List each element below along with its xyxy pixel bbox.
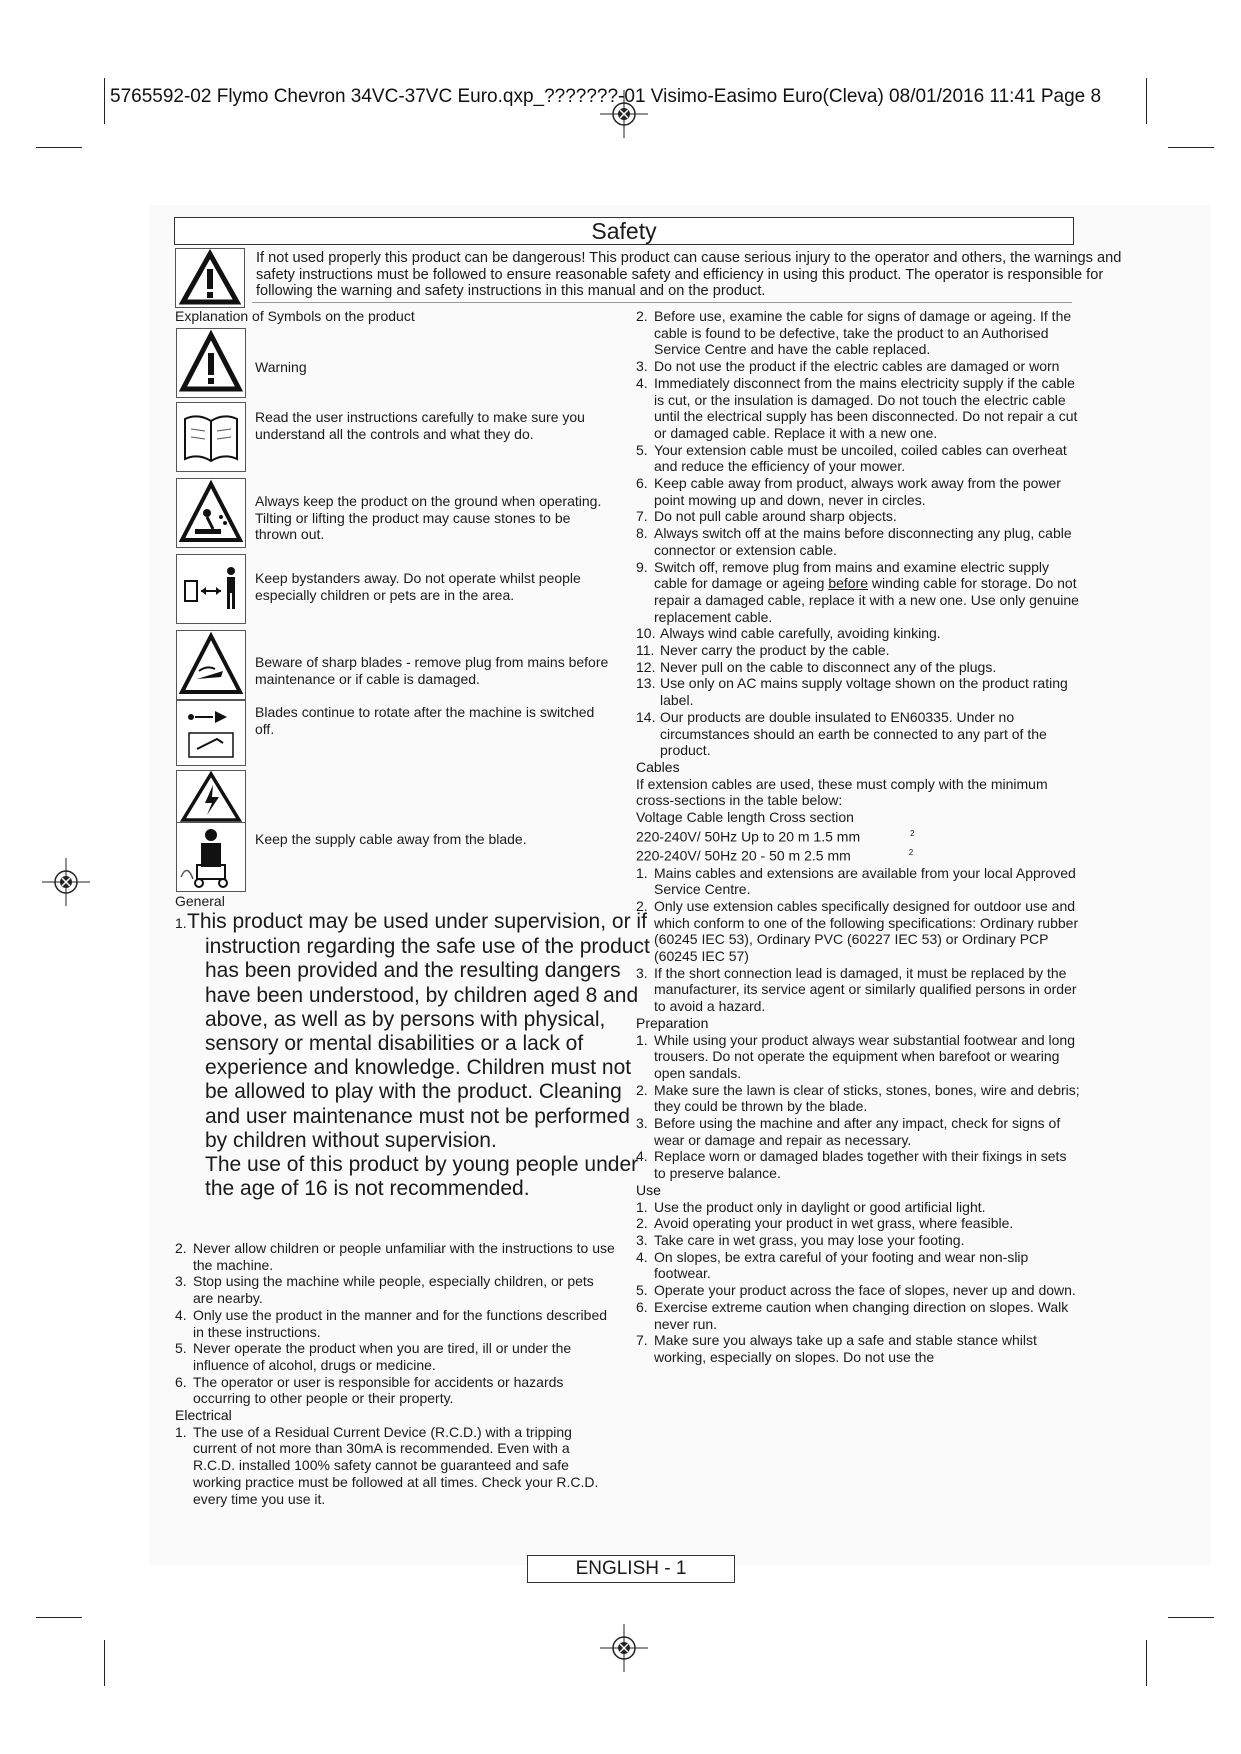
preparation-item-4: 4. Replace worn or damaged blades together with their fixings in sets to preserve balance. xyxy=(636,1148,1067,1182)
bystanders-text: Keep bystanders away. Do not operate whilst people especially children or pets are in the area. xyxy=(255,570,581,603)
use-heading: Use xyxy=(636,1181,661,1198)
electrical-item-14: 14. Our products are double insulated to EN60335. Under no circumstances should an earth be connected to any part of the product. xyxy=(636,708,1047,759)
general-item-4: 4. Only use the product in the manner and for the functions described in these instructions. xyxy=(175,1306,608,1340)
read-instructions-text: Read the user instructions carefully to make sure you understand all the controls and what they do. xyxy=(255,409,585,442)
crop-mark-bottom-left-v xyxy=(104,1640,105,1686)
preparation-item-1: 1. While using your product always wear substantial footwear and long trousers. Do not operate the equipment when barefoot or wearing open sandals. xyxy=(636,1031,1076,1081)
intro-warning-text: If not used properly this product can be dangerous! This product can cause serious injury to the operator and others, the warnings and safety instructions must be followed to ensure reasonable safety and efficiency in using this product. The operator is responsible for following the warning and safety instructions in this manual and on the product. xyxy=(256,250,1122,299)
blade-rotation-text: Blades continue to rotate after the machine is switched off. xyxy=(255,704,595,737)
use-item-6: 6. Exercise extreme caution when changing direction on slopes. Walk never run. xyxy=(636,1298,1069,1332)
symbols-heading: Explanation of Symbols on the product xyxy=(175,308,415,324)
electrical-list xyxy=(636,308,1081,1366)
general-item-1b-text: The use of this product by young people under the age of 16 is not recommended. xyxy=(205,1153,639,1201)
use-item-7: 7. Make sure you always take up a safe and stable stance whilst working, especially on slopes. Do not use the xyxy=(636,1332,1037,1365)
page-footer-label: ENGLISH - 1 xyxy=(527,1555,735,1583)
crop-mark-top-left-h xyxy=(36,147,82,148)
general-item-1-text: This product may be used under supervision, or if instruction regarding the safe use of the product has been provided and the resulting dangers have been understood, by children aged 8 and above, as well as by persons with physical, sensory or mental disabilities or a lack of experience and knowledge. Children must not be allowed to play with the product. Cleaning and user maintenance must not be performed by children without supervision. xyxy=(187,910,650,1152)
registration-mark-bottom-icon xyxy=(600,1624,648,1672)
crop-mark-bottom-right-v xyxy=(1146,1640,1147,1686)
thrown-objects-icon xyxy=(176,478,246,548)
manual-book-icon xyxy=(176,402,246,472)
electrical-item-10: 10. Always wind cable carefully, avoiding kinking. xyxy=(636,625,941,642)
electrical-item-6: 6. Keep cable away from product, always work away from the power point mowing up and down, never in circles. xyxy=(636,475,1061,508)
cables-row-2: 220-240V/ 50Hz 20 - 50 m 2.5 mm $^2$ xyxy=(636,847,914,864)
electrical-item-12: 12. Never pull on the cable to disconnect any of the plugs. xyxy=(636,658,997,675)
electrical-item-8: 8. Always switch off at the mains before disconnecting any plug, cable connector or extension cable. xyxy=(636,525,1072,558)
sharp-blades-text: Beware of sharp blades - remove plug from mains before maintenance or if cable is damaged. xyxy=(255,654,609,687)
electrical-item-3: 3. Do not use the product if the electric cables are damaged or worn xyxy=(636,358,1060,375)
sharp-blades-icon xyxy=(176,630,246,700)
electrical-item-4: 4. Immediately disconnect from the mains electricity supply if the cable is cut, or the insulation is damaged. Do not touch the electric cable until the electrical supply has been disconnected. Do not repair a cut or damaged cable. Replace it with a new one. xyxy=(636,374,1078,441)
use-item-1: 1. Use the product only in daylight or good artificial light. xyxy=(636,1198,986,1215)
general-item-1-number: 1. xyxy=(175,915,187,931)
electric-shock-icon xyxy=(176,770,246,824)
page-title: Safety xyxy=(174,217,1074,245)
cables-heading: Cables xyxy=(636,758,680,775)
warning-symbol-label: Warning xyxy=(255,359,307,375)
bystanders-icon xyxy=(176,554,246,624)
crop-mark-bottom-right-h xyxy=(1168,1617,1214,1618)
general-item-6: 6. The operator or user is responsible for accidents or hazards occurring to other people or their property. xyxy=(175,1373,564,1407)
general-heading: General xyxy=(175,893,225,909)
use-item-4: 4. On slopes, be extra careful of your footing and wear non-slip footwear. xyxy=(636,1248,1029,1282)
blade-rotation-icon xyxy=(176,700,246,766)
intro-divider xyxy=(252,302,1072,303)
use-item-2: 2. Avoid operating your product in wet grass, where feasible. xyxy=(636,1215,1014,1232)
crop-mark-top-right-h xyxy=(1168,147,1214,148)
electrical-item-1: 1. The use of a Residual Current Device (R.C.D.) with a tripping current of not more than 30mA is recommended. Even with a R.C.D. installed 100% safety cannot be guaranteed and safe working practice must be followed at all times. Check your R.C.D. every time you use it. xyxy=(175,1423,599,1507)
electrical-item-9: 9. Switch off, remove plug from mains and examine electric supply cable for damage or ageing before winding cable for storage. Do not repair a damaged cable, replace it with a new one. Use only genuine replacement cable. xyxy=(636,558,1079,625)
ground-operation-text: Always keep the product on the ground when operating. Tilting or lifting the product may cause stones to be thrown out. xyxy=(255,493,602,542)
crop-mark-top-left-v xyxy=(104,78,105,124)
registration-mark-left-icon xyxy=(42,858,90,906)
electrical-heading: Electrical xyxy=(175,1407,232,1424)
general-item-1 xyxy=(175,910,655,1201)
electrical-item-5: 5. Your extension cable must be uncoiled, coiled cables can overheat and reduce the efficiency of your mower. xyxy=(636,441,1067,475)
electrical-item-2: 2. Before use, examine the cable for signs of damage or ageing. If the cable is found to be defective, take the product to an Authorised Service Centre and have the cable replaced. xyxy=(636,308,1072,358)
preparation-item-2: 2. Make sure the lawn is clear of sticks, stones, bones, wire and debris; they could be thrown by the blade. xyxy=(636,1081,1080,1115)
electrical-item-13: 13. Use only on AC mains supply voltage shown on the product rating label. xyxy=(636,675,1068,709)
preparation-item-3: 3. Before using the machine and after any impact, check for signs of wear or damage and repair as necessary. xyxy=(636,1115,1061,1148)
warning-symbol-icon xyxy=(176,328,246,398)
print-slug: 5765592-02 Flymo Chevron 34VC-37VC Euro.qxp_???????-01 Visimo-Easimo Euro(Cleva) 08/01/2016 11:41 Page 8 xyxy=(110,86,1102,107)
cable-blade-icon xyxy=(176,822,246,892)
supply-cable-text: Keep the supply cable away from the blade. xyxy=(255,831,527,847)
intro-warning-icon xyxy=(175,248,245,308)
preparation-heading: Preparation xyxy=(636,1014,709,1031)
crop-mark-top-right-v xyxy=(1146,78,1147,124)
general-item-5: 5. Never operate the product when you are tired, ill or under the influence of alcohol, drugs or medicine. xyxy=(175,1340,572,1373)
general-item-3: 3. Stop using the machine while people, especially children, or pets are nearby. xyxy=(175,1273,594,1307)
cables-intro: If extension cables are used, these must comply with the minimum cross-sections in the table below: xyxy=(636,775,1048,809)
use-item-5: 5. Operate your product across the face of slopes, never up and down. xyxy=(636,1282,1076,1299)
general-item-2: 2. Never allow children or people unfamiliar with the instructions to use the machine. xyxy=(175,1240,615,1273)
cables-item-3: 3. If the short connection lead is damaged, it must be replaced by the manufacturer, its service agent or similarly qualified persons in order to avoid a hazard. xyxy=(636,964,1077,1015)
use-item-3: 3. Take care in wet grass, you may lose your footing. xyxy=(636,1231,965,1248)
cables-item-2: 2. Only use extension cables specifically designed for outdoor use and which conform to one of the following specifications: Ordinary rubber (60245 IEC 53), Ordinary PVC (60227 IEC 53) or Ordinary PCP (60245 IEC 57) xyxy=(636,897,1079,965)
cables-row-1: 220-240V/ 50Hz Up to 20 m 1.5 mm $^2$ xyxy=(636,828,915,845)
registration-mark-top-icon xyxy=(600,90,648,138)
electrical-item-7: 7. Do not pull cable around sharp objects. xyxy=(636,508,897,525)
general-list xyxy=(175,1240,615,1507)
cables-item-1: 1. Mains cables and extensions are available from your local Approved Service Centre. xyxy=(636,864,1076,898)
electrical-item-11: 11. Never carry the product by the cable. xyxy=(636,642,890,659)
crop-mark-bottom-left-h xyxy=(36,1617,82,1618)
cables-table-header: Voltage Cable length Cross section xyxy=(636,809,854,826)
